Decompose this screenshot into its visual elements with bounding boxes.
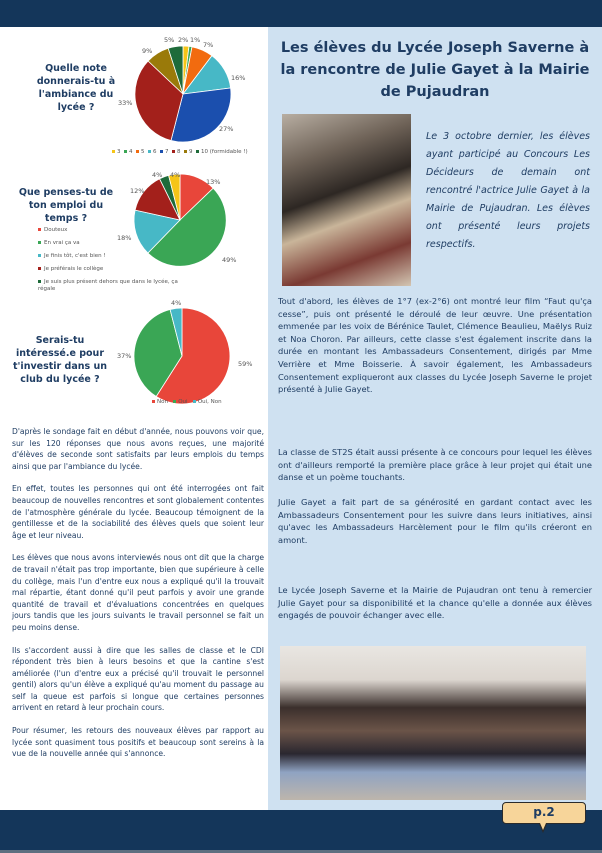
chart2-label: 4% [170,171,181,179]
page-number: p.2 [533,805,555,819]
paragraph: Ils s'accordent aussi à dire que les salles de classe et le CDI répondent très bien à leurs besoins et que la cantine s'est améliorée (l'un d'entre eux a précisé qu'il trouvait le personnel gentil) alors qu'un élève a expliqué qu'au moment du passage au self la queue est parfois si longue que certaines personnes arrivent en retard à leur prochain cours. [12,645,264,713]
article-paragraph: Tout d'abord, les élèves de 1°7 (ex-2°6) ont montré leur film “Faut qu'ça cesse”, puis ont présenté le déroulé de leur œuvre. Une présentation emmenée par les voix de Bérénice Taulet, Clémence Beaulieu, Maëlys Ruiz et Noa Choron. Par ailleurs, cette classe s'est également inscrite dans la durée en montant les Ambassadeurs Consentement, dirigés par Mme Verrière et Mme Boisserie. À savoir également, les Ambassadeurs Consentement expliqueront aux classes du Lycée Joseph Saverne le projet présenté à Julie Gayet. [278,296,592,395]
chart1-question: Quelle note donnerais-tu à l'ambiance du lycée ? [36,63,116,113]
chart2-label: 49% [222,256,237,264]
chart2-legend: Douteux En vrai ça va Je finis tôt, c'est bien ! Je préférais le collège Je suis plus présent dehors que dans le lycée, ça régale [38,227,178,292]
chart3-label: 37% [117,352,132,360]
chart1-label: 16% [231,74,246,82]
paragraph: D'après le sondage fait en début d'année, nous pouvons voir que, sur les 120 réponses que nous avons reçues, une majorité d'élèves de seconde sont satisfaits par leurs emplois du temps ainsi que par l'ambiance du lycée. [12,427,264,471]
chart1-label: 7% [203,41,214,49]
chart1-label: 27% [219,125,234,133]
group-photo [280,646,586,800]
chart3-pie [0,295,268,420]
chart2-label: 4% [152,171,163,179]
chart1-label: 33% [118,99,133,107]
chart2-label: 18% [117,234,132,242]
article-paragraph: Le Lycée Joseph Saverne et la Mairie de Pujaudran ont tenu à remercier Julie Gayet pour sa disponibilité et la chance qu'elle a donnée aux élèves engagés de pouvoir échanger avec elle. [278,585,592,621]
paragraph: Les élèves que nous avons interviewés nous ont dit que la charge de travail n'était pas trop importante, bien que supérieure à celle du collège, mais l'un d'entre eux nous a expliqué qu'il la trouvait mal répartie, étant donné qu'il peut parfois y avoir une grande quantité de travail et d'évaluations concentrées en quelques jours tandis que les jours suivants le travail personnel se fait un peu moins dense. [12,553,264,632]
chart3-label: 4% [171,299,182,307]
chart2-question: Que penses-tu de ton emploi du temps ? [18,187,114,224]
article-title: Les élèves du Lycée Joseph Saverne à la rencontre de Julie Gayet à la Mairie de Pujaudran [280,40,590,100]
chart1-label: 9% [142,47,153,55]
chart1-label: 2% [178,36,189,44]
chart2-label: 13% [206,178,221,186]
chart2-label: 12% [130,187,145,195]
chart1-legend: 3 4 5 6 7 8 9 10 (formidable !) [112,149,248,155]
chart1-pie [0,0,268,160]
page-number-tag [502,802,586,824]
article-paragraph: Julie Gayet a fait part de sa générosité en gardant contact avec les Ambassadeurs Consentement pour les suivre dans leurs initiatives, ainsi qu'avec les Ambassadeurs Harcèlement pour le film qu'ils créeront en amont. [278,497,592,545]
paragraph: En effet, toutes les personnes qui ont été interrogées ont fait beaucoup de nouvelles rencontres et sont globalement contentes de l'atmosphère générale du lycée. Beaucoup témoignent de la gentillesse et de la sociabilité des élèves quels que soient leur âge et leur niveau. [12,484,264,540]
chart3-label: 59% [238,360,253,368]
chart3-question: Serais-tu intéressé.e pour t'investir dans un club du lycée ? [12,335,107,385]
photo-julie-gayet-signing [282,114,411,286]
survey-summary [12,426,264,771]
article-paragraph: La classe de ST2S était aussi présente à ce concours pour lequel les élèves ont d'ailleurs remporté la première place grâce à leur projet qui était une danse et un poème touchants. [278,447,592,483]
chart1-label: 5% [164,36,175,44]
chart3-legend: Non Oui Oui, Non [152,399,222,405]
article-intro: Le 3 octobre dernier, les élèves ayant participé au Concours Les Décideurs de demain ont rencontré l'actrice Julie Gayet à la Mairie de Pujaudran. Les élèves ont présenté leurs projets respectifs. [426,131,590,250]
chart1-label: 1% [190,36,201,44]
paragraph: Pour résumer, les retours des nouveaux élèves par rapport au lycée sont quasiment tous positifs et beaucoup sont sereins à la vue de la nouvelle année qui s'annonce. [12,726,264,759]
